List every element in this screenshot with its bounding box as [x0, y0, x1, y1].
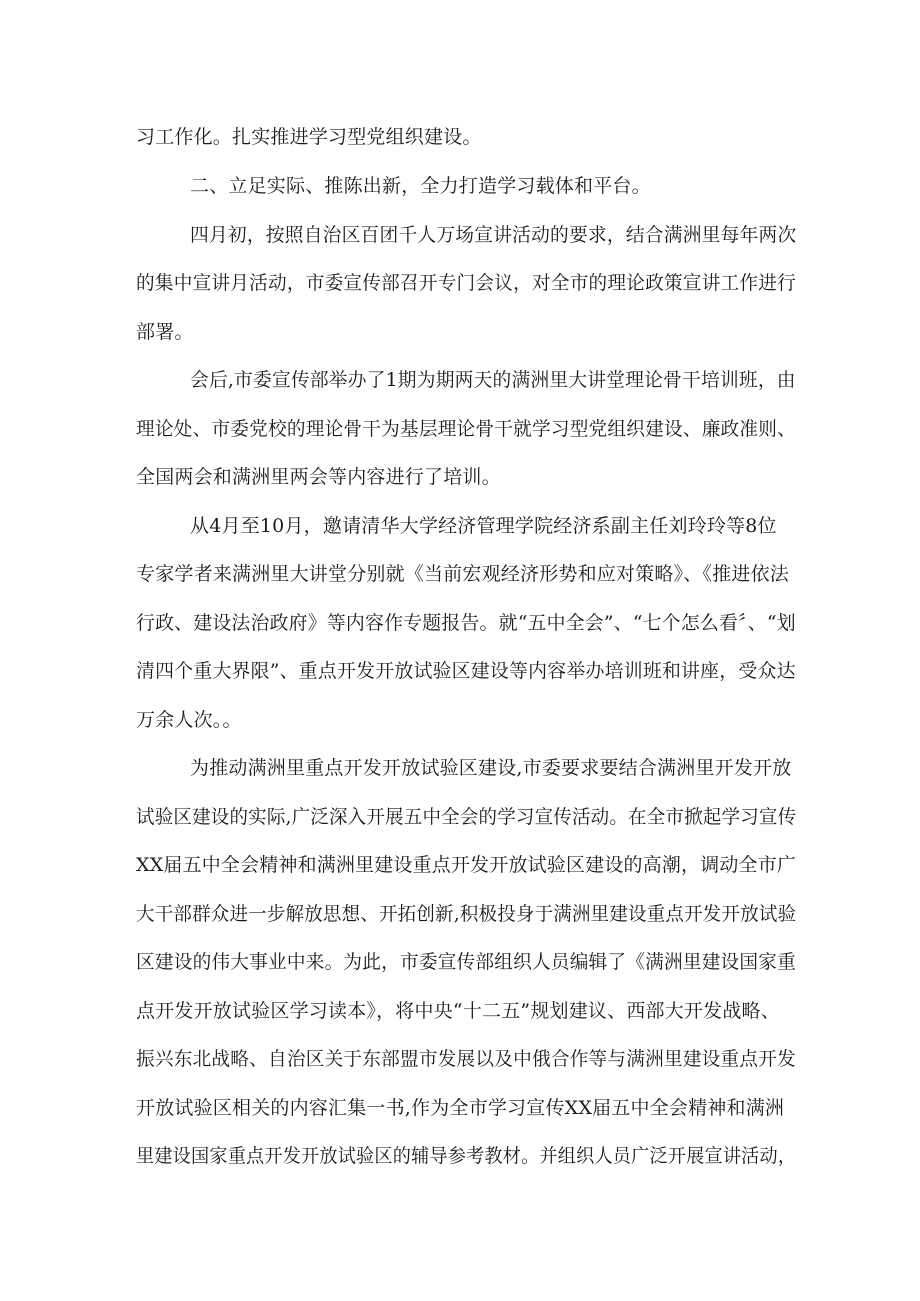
section-heading: 二、立足实际、推陈出新，全力打造学习载体和平台。: [190, 175, 651, 197]
text-line: 从4月至10月，邀请清华大学经济管理学院经济系副主任刘玲玲等8位: [190, 515, 777, 537]
text-line: 四月初，按照自治区百团千人万场宣讲活动的要求，结合满洲里每年两次: [190, 224, 797, 246]
text-line: 全国两会和满洲里两会等内容进行了培训。: [136, 466, 501, 488]
text-line: 开放试验区相关的内容汇集一书,作为全市学习宣传XX届五中全会精神和满洲: [136, 1097, 785, 1119]
text-line: 万余人次。。: [136, 709, 242, 731]
text-line: 为推动满洲里重点开发开放试验区建设,市委要求要结合满洲里开发开放: [190, 757, 792, 779]
text-line: 习工作化。扎实推进学习型党组织建设。: [136, 126, 482, 148]
text-line: 区建设的伟大事业中来。为此，市委宣传部组织人员编辑了《满洲里建设国家重: [136, 951, 796, 973]
text-line: 清四个重大界限”、重点开发开放试验区建设等内容举办培训班和讲座，受众达: [136, 660, 796, 682]
text-line: 试验区建设的实际,广泛深入开展五中全会的学习宣传活动。在全市掀起学习宣传: [136, 806, 797, 828]
text-line: 振兴东北战略、自治区关于东部盟市发展以及中俄合作等与满洲里建设重点开发: [136, 1048, 796, 1070]
text-line: 会后,市委宣传部举办了1期为期两天的满洲里大讲堂理论骨干培训班，由: [190, 369, 796, 391]
text-line: 行政、建设法治政府》等内容作专题报告。就“五中全会”、“七个怎么看〞、“划: [136, 612, 796, 634]
text-line: 的集中宣讲月活动，市委宣传部召开专门会议，对全市的理论政策宣讲工作进行: [136, 272, 796, 294]
text-line: 里建设国家重点开发开放试验区的辅导参考教材。并组织人员广泛开展宣讲活动，: [136, 1145, 797, 1167]
text-line: 大干部群众进一步解放思想、开拓创新,积极投身于满洲里建设重点开发开放试验: [136, 903, 797, 925]
text-line: 部署。: [136, 321, 194, 343]
text-line: 理论处、市委党校的理论骨干为基层理论骨干就学习型党组织建设、廉政准则、: [136, 418, 796, 440]
text-line: 专家学者来满洲里大讲堂分别就《当前宏观经济形势和应对策略》、《推进依法: [136, 563, 790, 585]
text-line: XX届五中全会精神和满洲里建设重点开发开放试验区建设的高潮，调动全市广: [136, 854, 797, 876]
text-line: 点开发开放试验区学习读本》，将中央“十二五”规划建议、西部大开发战略、: [136, 1000, 780, 1022]
